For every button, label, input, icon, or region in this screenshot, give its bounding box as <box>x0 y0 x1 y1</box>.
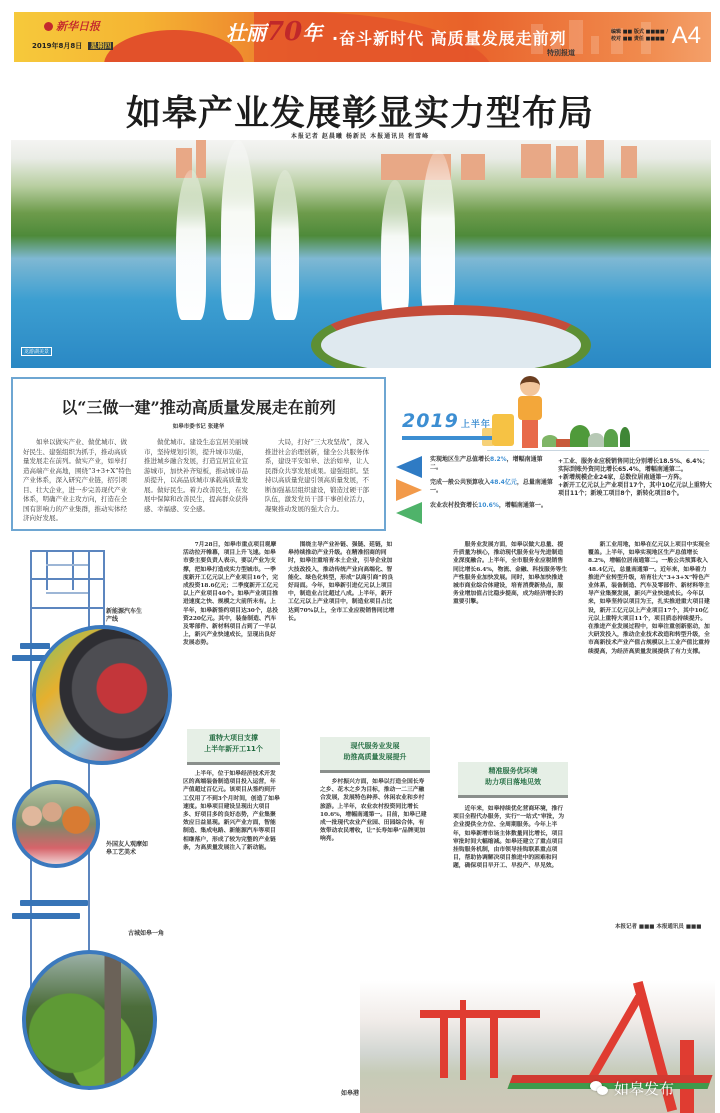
article-column-1-bottom: 上半年，位于如皋经济技术开发区的高端装备制造项目投入运营，年产值超过百亿元。该项目从签约到开工仅用了不到3个月时间，创造了如皋速度。如皋项目建设呈现出大项目多、好项目多的良好态势，产业集聚效应日益显现。新兴产业方面，智能制造、集成电路、新能源汽车等项目相继落户，形成了较为完整的产业链条，为高质量发展注入了新动能。 <box>183 771 280 851</box>
sub-article-col-2: 做优城市。建设生态宜居美丽城市，坚持规划引领，提升城市功能，推进城乡融合发展，打造宜居宜业宜游城市，加快补齐短板，推动城市品质提升，以高品质城市承载高质量发展。做好民生。着力改善民生，在发展中保障和改善民生，提高群众获得感、幸福感、安全感。 <box>144 438 248 513</box>
fountain-jet <box>271 170 299 320</box>
divider <box>487 450 709 451</box>
fountain-jet <box>221 140 255 320</box>
fountain-jet <box>421 150 455 320</box>
wechat-watermark: 如皋发布 <box>590 1078 674 1099</box>
photo-ancient-pagoda <box>22 950 157 1090</box>
fountain-jet <box>176 170 206 320</box>
blue-triangle-icon <box>396 456 422 478</box>
sub-article-title: 以“三做一建”推动高质量发展走在前列 <box>61 398 336 417</box>
photo-caption: 古城如皋一角 <box>128 930 165 937</box>
photo-caption: 外国友人观摩如皋工艺美术 <box>106 841 149 856</box>
sub-article-col-1: 如皋以做实产业、做优城市、做好民生、建强组织为抓手，推动高质量发展走在前列。做实产业，如皋打造高端产业高地，围绕“3+3+X”特色产业体系，深入研究产业链，招引项目、壮大企业，进一步完善现代产业体系，明确产业主攻方向，打造在全国有影响力的产业集群，推动实体经济向好发展。 <box>23 438 132 522</box>
sub-article-box <box>11 377 386 531</box>
hero-photo-lake-fountain <box>11 140 711 368</box>
year-badge: 2019 上半年 <box>402 410 491 432</box>
photo-car-production-line <box>32 625 172 765</box>
sub-article-col-3: 大局，打好“三大攻坚战”，深入推进社会治理创新，健全公共服务体系，建设平安如皋、法治如皋，让人民群众共享发展成果。建强组织。坚持以高质量党建引领高质量发展，不断加强基层组织建设，锻造过硬干部队伍，激发党员干部干事创业活力，凝聚推动发展的强大合力。 <box>265 438 370 513</box>
stat-bullet: +新开工亿元以上产业项目17个，其中10亿元以上重特大项目11个；新竣工项目8个，新转化项目8个。 <box>558 482 712 497</box>
decorative-bar <box>12 913 80 919</box>
divider <box>402 436 492 440</box>
article-column-4: 新工业用地，如皋在亿元以上项目中实现全覆盖。上半年，如皋实现地区生产总值增长8.2%，增幅位居南通第二。一般公共预算收入48.4亿元，总量南通第一。近年来，如皋着力推进产业转型升级，培育壮大“3+3+X”特色产业体系，装备制造、汽车及零部件、新材料等主导产业集聚发展，新兴产业快速成长。今年以来，如皋坚持以项目为王，扎实推进重大项目建设，新开工亿元以上产业项目17个，其中10亿元以上重特大项目11个，项目质态持续提升。在推进产业发展过程中，如皋注重创新驱动，加大研发投入，推动企业技术改造和转型升级，全市高新技术产业产值占规模以上工业产值比重持续提高，为经济高质量发展提供了有力支撑。 <box>588 542 710 655</box>
editor-info: 编辑 ■■ 版式 ■■■■ / 校对 ■■ 责任 ■■■■ <box>611 29 669 42</box>
article-column-3-bottom: 近年来，如皋持续优化营商环境，推行项目全程代办服务，实行“一站式”审批，为企业提供全方位、全周期服务。今年上半年，如皋新增市场主体数量同比增长，项目审批时间大幅缩减。如皋还建立了重点项目挂钩服务机制，由市领导挂钩联系重点项目，帮助协调解决项目推进中的困难和问题，确保项目早开工、早投产、早见效。 <box>453 806 565 870</box>
page-title: 如皋产业发展彰显实力型布局 <box>125 94 594 134</box>
special-report-label: 特别报道 <box>547 49 575 57</box>
paper-logo: 新华日报 <box>44 18 100 34</box>
headline-byline: 本报记者 赵晨曦 杨新民 本报通讯员 程雪峰 <box>290 133 430 140</box>
article-column-1-top: 7月28日，如皋市重点项目观摩活动拉开帷幕，项目上升飞速。如皋市委主要负责人表示，要以产业为支撑，把如皋打造成实力型城市。一季度新开工亿元以上产业项目16个，完成投资18.6亿元；二季度新开工亿元以上产业项目40个。如皋产业项目推进速度之快、规模之大前所未有。上半年，如皋新签约项目达30个，总投资220亿元。其中，装备制造、汽车及零部件、新材料项目占到了一半以上，新兴产业快速成长，呈现出良好发展态势。 <box>183 542 279 647</box>
stat-item-agri-investment: 农业农村投资增长10.6%，增幅南通第一。 <box>396 502 554 525</box>
article-column-2-bottom: 乡村振兴方面，如皋以打造全国长寿之乡、花木之乡为目标，推动一二三产融合发展，发展特色种养、休闲农业和乡村旅游。上半年，农业农村投资同比增长10.6%，增幅南通第一。目前，如皋已建成一批现代农业产业园、田园综合体，有效带动农民增收，让“长寿如皋”品牌更加响亮。 <box>320 779 427 843</box>
masthead-banner <box>14 12 711 62</box>
stat-bullet: +新增规模企业24家，总数位居南通第一方阵。 <box>558 474 686 481</box>
orange-triangle-icon <box>396 479 422 501</box>
island-plaza <box>311 305 591 368</box>
stat-bullet: +工业、服务业应税销售同比分别增长18.5%、6.4%；实际到账外资同比增长65.4%，增幅南通第二。 <box>558 458 709 473</box>
logo-circle-icon <box>44 22 53 31</box>
port-byline: 本报记者 ■■■ 本报通讯员 ■■■ <box>615 924 702 930</box>
stats-left-list <box>396 456 554 525</box>
page-number: A4 <box>671 22 701 49</box>
anniversary-logo: 壮丽70年 <box>226 17 323 47</box>
editor-tag: 如皋港 <box>341 1090 360 1097</box>
stats-right-list <box>558 458 712 498</box>
subhead-box: 现代服务业发展 助推高质量发展提升 <box>320 737 430 773</box>
decorative-bar <box>20 900 88 906</box>
green-triangle-icon <box>396 502 422 524</box>
subhead-box: 精准服务优环境 助力项目落地见效 <box>458 762 568 798</box>
subhead-box: 重特大项目支撑 上半年新开工11个 <box>187 729 280 765</box>
photo-foreign-visitors <box>12 780 100 868</box>
photo-column <box>0 530 165 1113</box>
stat-item-revenue: 完成一般公共预算收入48.4亿元，总量南通第一。 <box>396 479 554 502</box>
sub-article-columns <box>23 438 374 532</box>
photo-credit: 龙游湖美景 <box>21 347 52 356</box>
issue-weekday: 星期四 <box>90 42 112 50</box>
coin-stack-icon <box>492 414 514 446</box>
photo-caption: 新能源汽车生产线 <box>106 608 143 623</box>
banner-wave-decoration <box>104 30 244 62</box>
article-column-3-top: 服务业发展方面，如皋以做大总量、提升质量为核心，推动现代服务业与先进制造业深度融合。上半年，全市服务业应税销售同比增长6.4%，物流、金融、科技服务等生产性服务业加快发展。同时，如皋加快推进城市商业综合体建设，培育消费新热点，服务业增加值占比稳步提高，成为经济增长的重要引擎。 <box>453 542 568 606</box>
half-year-infographic <box>392 372 716 528</box>
issue-date: 2019年8月8日 星期四 <box>32 42 112 50</box>
wechat-icon <box>590 1081 610 1097</box>
stat-item-gdp: 实现地区生产总值增长8.2%，增幅南通第二。 <box>396 456 554 479</box>
sub-article-byline: 如皋市委书记 张建华 <box>172 424 225 430</box>
banner-slogan: ·奋斗新时代 高质量发展走前列 <box>332 29 567 48</box>
town-illustration-icon <box>542 422 632 447</box>
decorative-bar <box>20 643 50 649</box>
article-column-2-top: 围绕主导产业补链、强链、延链，如皋持续推动产业升级。在精准招商的同时，如皋注重培育本土企业，引导企业加大技改投入，推动传统产业向高端化、智能化、绿色化转型，形成“以商引商”的良好局面。今年，如皋新引进亿元以上项目中，制造业占比超过八成。上半年，新开工亿元以上产业项目中，制造业项目占比达到70%以上，全市工业应税销售同比增长。 <box>288 542 395 622</box>
fountain-jet <box>381 180 409 320</box>
